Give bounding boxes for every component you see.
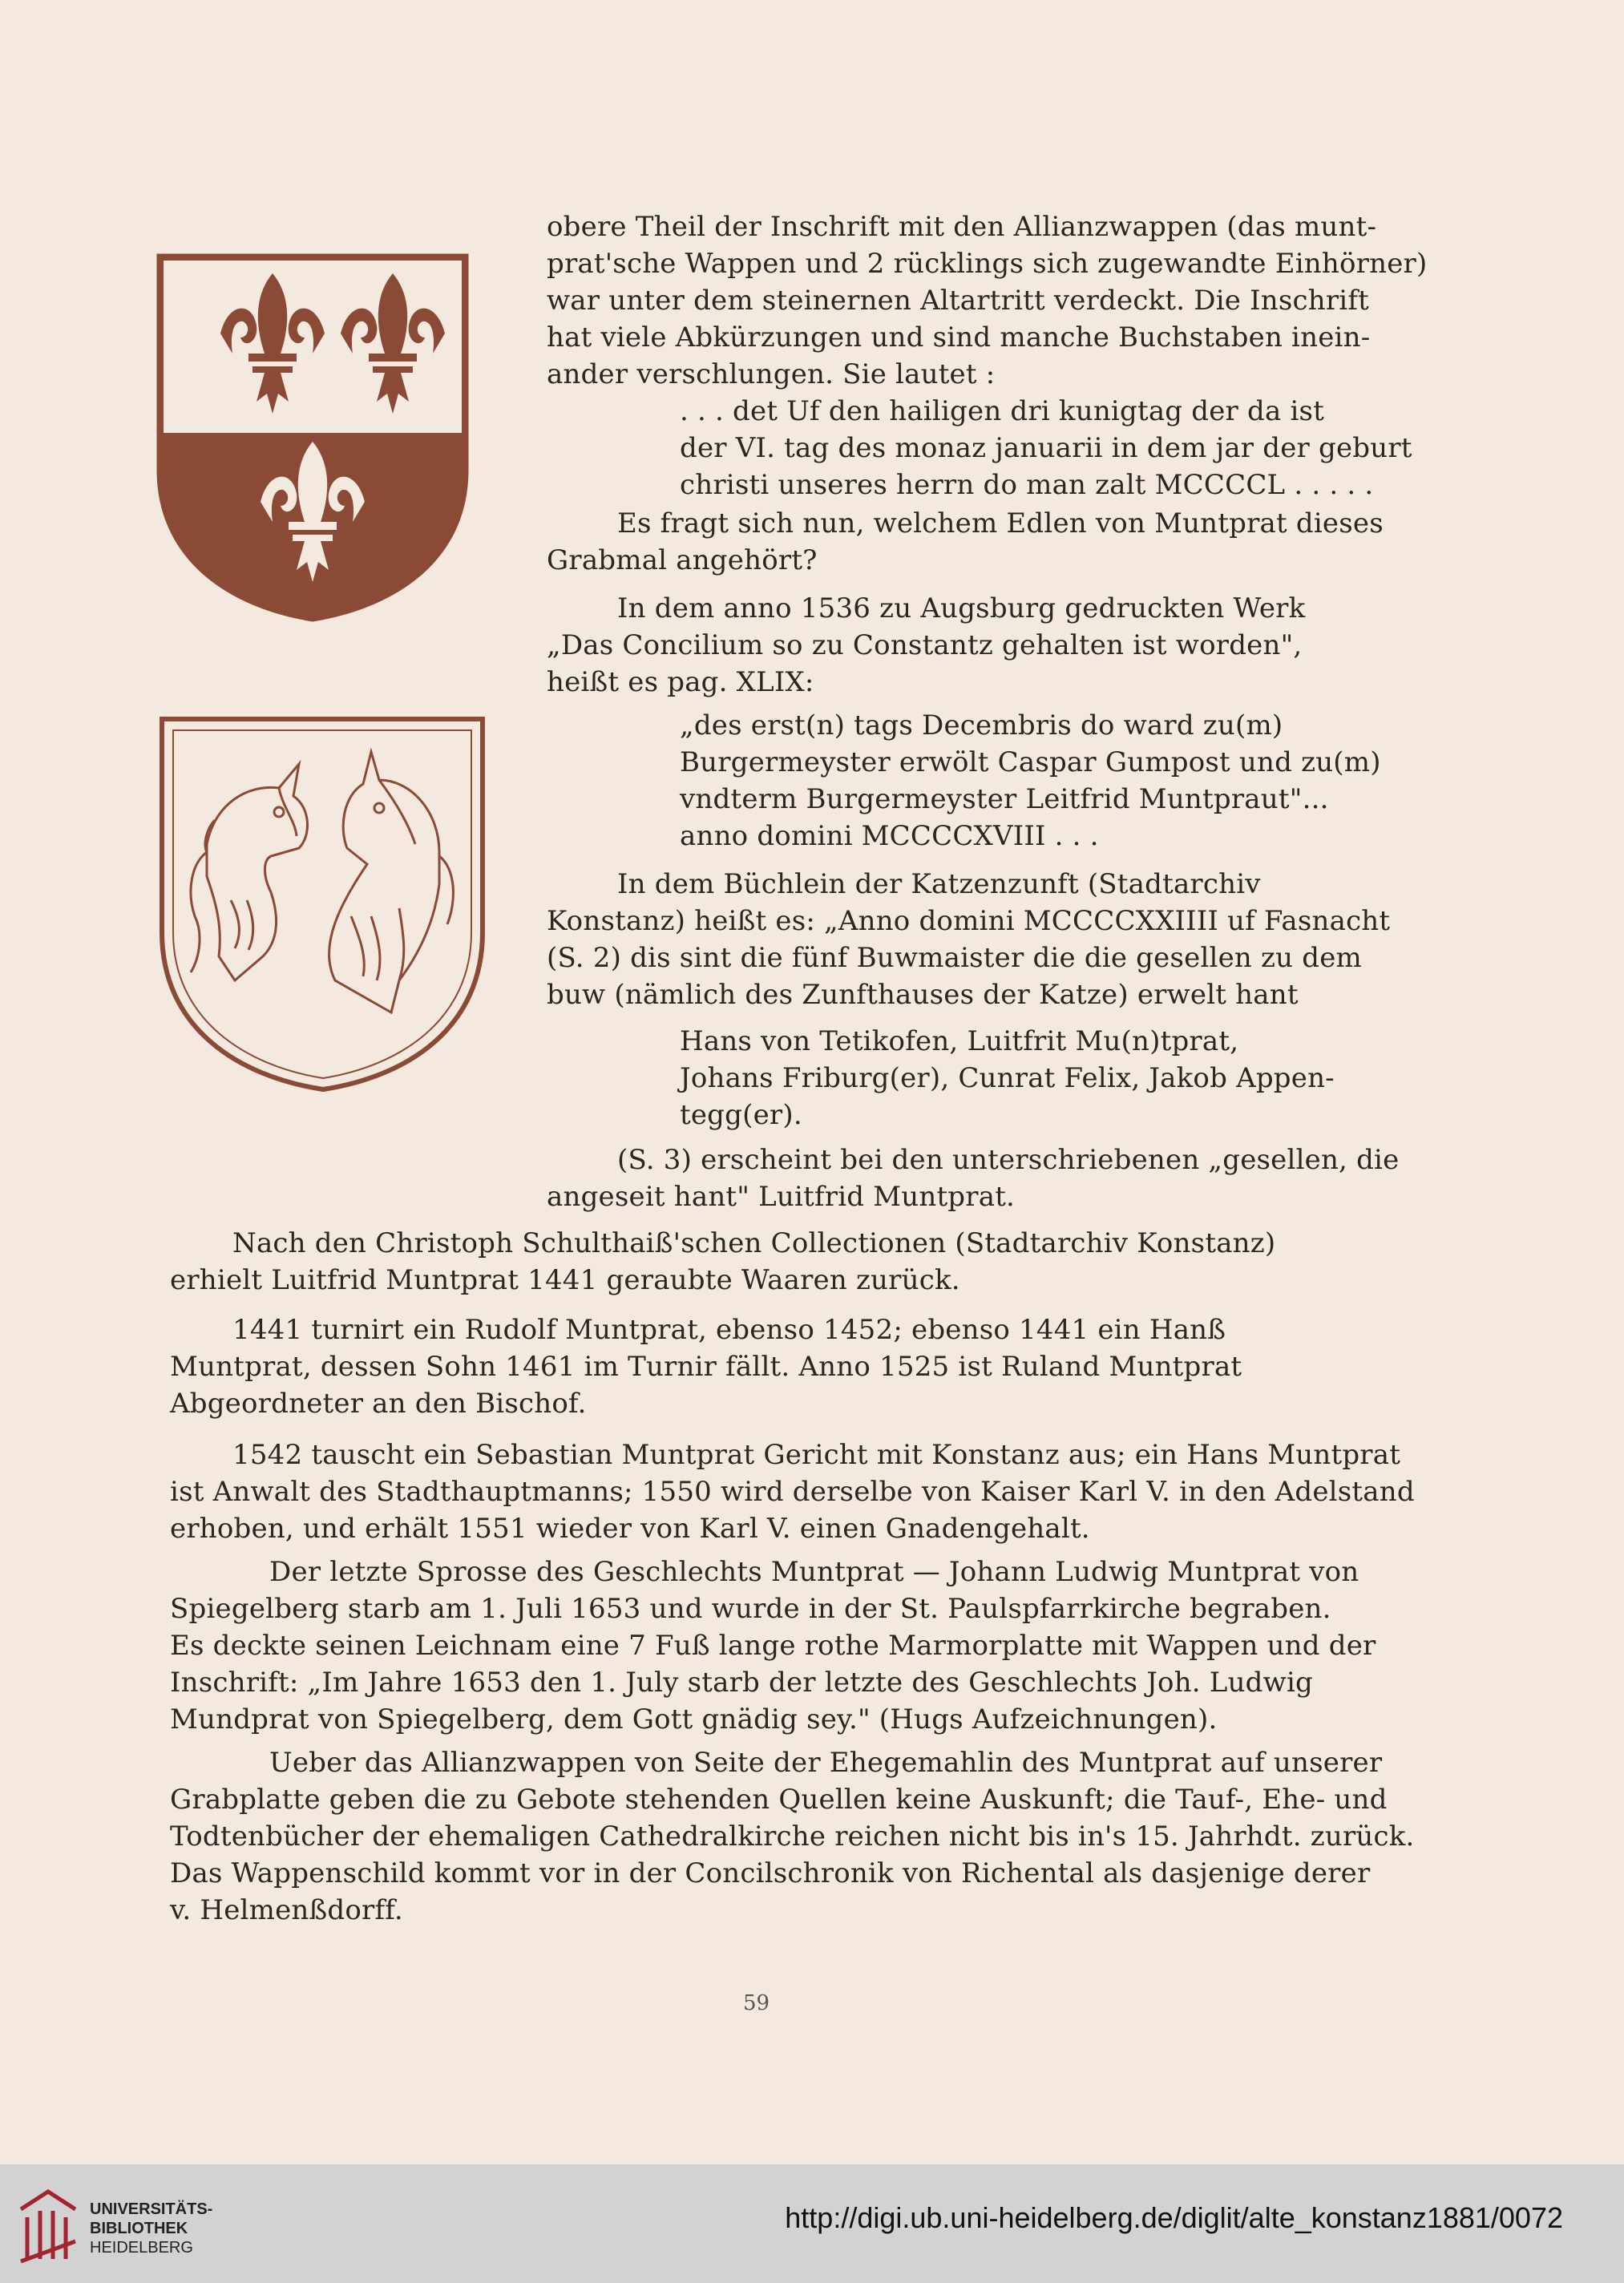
library-name-line-2: BIBLIOTHEK: [90, 2220, 188, 2237]
text-line: Inschrift: „Im Jahre 1653 den 1. July starb der letzte des Geschlechts Joh. Ludwig: [170, 1667, 1313, 1699]
quote-line: Johans Friburg(er), Cunrat Felix, Jakob Appen-: [680, 1062, 1335, 1094]
text-line: Nach den Christoph Schulthaiß'schen Collectionen (Stadtarchiv Konstanz): [232, 1227, 1276, 1259]
text-line: Es fragt sich nun, welchem Edlen von Muntprat dieses: [617, 507, 1384, 539]
university-library-logo-icon[interactable]: [14, 2185, 83, 2265]
quote-line: . . . det Uf den hailigen dri kunigtag der da ist: [680, 395, 1325, 427]
text-line: heißt es pag. XLIX:: [547, 666, 814, 698]
text-line: Abgeordneter an den Bischof.: [170, 1388, 587, 1420]
text-line: angeseit hant" Luitfrid Muntprat.: [547, 1181, 1016, 1213]
quote-line: christi unseres herrn do man zalt MCCCCL . . . . .: [680, 469, 1374, 501]
text-line: Das Wappenschild kommt vor in der Concilschronik von Richental als dasjenige derer: [170, 1857, 1371, 1889]
text-line: Todtenbücher der ehemaligen Cathedralkirche reichen nicht bis in's 15. Jahrhdt. zurück.: [170, 1820, 1415, 1853]
library-name-line-3: HEIDELBERG: [90, 2239, 193, 2257]
quote-line: der VI. tag des monaz januarii in dem jar der geburt: [680, 432, 1412, 464]
quote-line: Burgermeyster erwölt Caspar Gumpost und zu(m): [680, 746, 1381, 778]
text-line: In dem Büchlein der Katzenzunft (Stadtarchiv: [617, 868, 1261, 900]
text-line: erhielt Luitfrid Muntprat 1441 geraubte Waaren zurück.: [170, 1264, 960, 1296]
alliance-coat-of-arms-unicorns: [159, 716, 487, 1093]
text-line: „Das Concilium so zu Constantz gehalten ist worden",: [547, 629, 1303, 661]
text-line: buw (nämlich des Zunfthauses der Katze) erwelt hant: [547, 979, 1299, 1011]
text-line: v. Helmenßdorff.: [170, 1894, 403, 1926]
quote-line: anno domini MCCCCXVIII . . .: [680, 820, 1099, 852]
text-line: war unter dem steinernen Altartritt verdeckt. Die Inschrift: [547, 285, 1369, 317]
text-line: Grabplatte geben die zu Gebote stehenden Quellen keine Auskunft; die Tauf-, Ehe- und: [170, 1784, 1388, 1816]
text-line: prat'sche Wappen und 2 rücklings sich zugewandte Einhörner): [547, 248, 1428, 280]
quote-line: vndterm Burgermeyster Leitfrid Muntpraut"...: [680, 783, 1329, 815]
text-line: erhoben, und erhält 1551 wieder von Karl V. einen Gnadengehalt.: [170, 1513, 1090, 1545]
quote-line: Hans von Tetikofen, Luitfrit Mu(n)tprat,: [680, 1025, 1239, 1057]
text-line: Grabmal angehört?: [547, 544, 818, 576]
document-url-link[interactable]: http://digi.ub.uni-heidelberg.de/diglit/alte_konstanz1881/0072: [785, 2201, 1563, 2234]
text-line: 1542 tauscht ein Sebastian Muntprat Gericht mit Konstanz aus; ein Hans Muntprat: [232, 1439, 1401, 1471]
text-line: obere Theil der Inschrift mit den Allianzwappen (das munt-: [547, 211, 1377, 243]
text-line: hat viele Abkürzungen und sind manche Buchstaben inein-: [547, 321, 1371, 354]
text-line: Mundprat von Spiegelberg, dem Gott gnädig sey." (Hugs Aufzeichnungen).: [170, 1703, 1218, 1735]
text-line: Muntprat, dessen Sohn 1461 im Turnir fällt. Anno 1525 ist Ruland Muntprat: [170, 1351, 1242, 1383]
text-line: Ueber das Allianzwappen von Seite der Ehegemahlin des Muntprat auf unserer: [269, 1747, 1383, 1779]
library-name-line-1: UNIVERSITÄTS-: [90, 2200, 213, 2218]
text-line: Es deckte seinen Leichnam eine 7 Fuß lange rothe Marmorplatte mit Wappen und der: [170, 1630, 1376, 1662]
quote-line: „des erst(n) tags Decembris do ward zu(m): [680, 709, 1283, 741]
text-line: ist Anwalt des Stadthauptmanns; 1550 wird derselbe von Kaiser Karl V. in den Adelstand: [170, 1476, 1415, 1508]
footer-bar: [0, 2164, 1624, 2283]
text-line: Konstanz) heißt es: „Anno domini MCCCCXXIIII uf Fasnacht: [547, 905, 1391, 937]
quote-line: tegg(er).: [680, 1099, 802, 1131]
text-line: 1441 turnirt ein Rudolf Muntprat, ebenso 1452; ebenso 1441 ein Hanß: [232, 1314, 1226, 1346]
text-line: (S. 3) erscheint bei den unterschriebenen „gesellen, die: [617, 1144, 1400, 1176]
text-line: ander verschlungen. Sie lautet :: [547, 358, 996, 390]
text-line: In dem anno 1536 zu Augsburg gedruckten Werk: [617, 592, 1306, 624]
text-line: (S. 2) dis sint die fünf Buwmaister die die gesellen zu dem: [547, 942, 1362, 974]
text-line: Der letzte Sprosse des Geschlechts Muntprat — Johann Ludwig Muntprat von: [269, 1556, 1359, 1588]
page-number: 59: [743, 1991, 770, 2015]
text-line: Spiegelberg starb am 1. Juli 1653 und wurde in der St. Paulspfarrkirche begraben.: [170, 1593, 1331, 1625]
muntprat-coat-of-arms: [156, 253, 469, 622]
